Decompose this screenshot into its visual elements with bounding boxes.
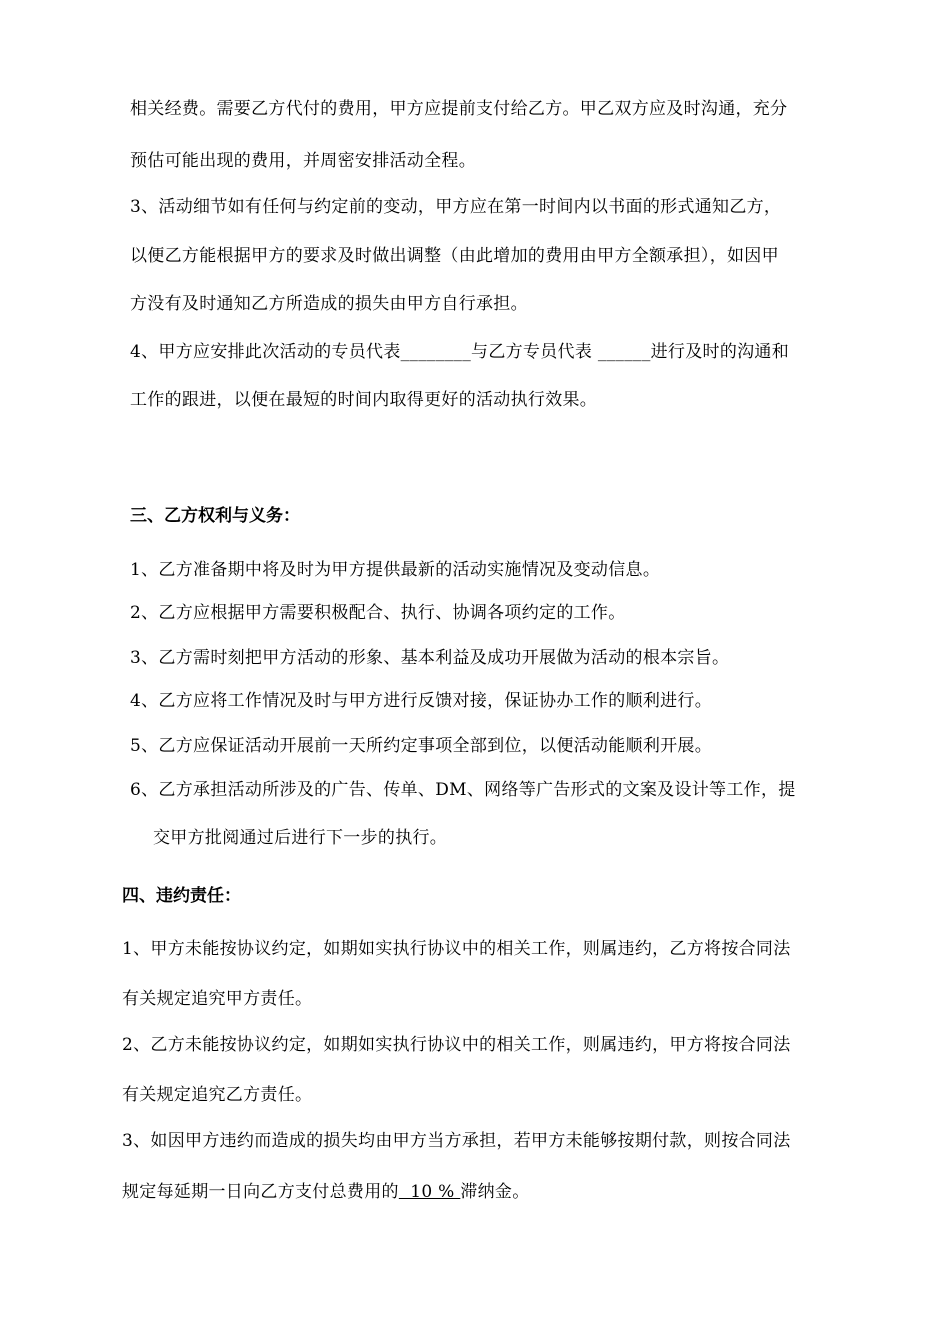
paragraph-text: 滞纳金。 [460, 1182, 530, 1202]
list-item-continuation: 交甲方批阅通过后进行下一步的执行。 [153, 828, 448, 848]
late-fee-rate: 10 % [398, 1182, 461, 1202]
paragraph-line: 3、活动细节如有任何与约定前的变动，甲方应在第一时间内以书面的形式通知乙方， [130, 197, 782, 217]
paragraph-line: 相关经费。需要乙方代付的费用，甲方应提前支付给乙方。甲乙双方应及时沟通，充分 [130, 99, 788, 119]
paragraph-line: 以便乙方能根据甲方的要求及时做出调整（由此增加的费用由甲方全额承担），如因甲 [130, 246, 779, 266]
paragraph-line: 预估可能出现的费用，并周密安排活动全程。 [130, 151, 476, 171]
section-heading: 三、乙方权利与义务： [130, 506, 300, 526]
list-item: 6、乙方承担活动所涉及的广告、传单、DM、网络等广告形式的文案及设计等工作，提 [130, 780, 796, 800]
paragraph-line: 方没有及时通知乙方所造成的损失由甲方自行承担。 [130, 294, 528, 314]
paragraph-line: 2、乙方未能按协议约定，如期如实执行协议中的相关工作，则属违约，甲方将按合同法 [122, 1035, 791, 1055]
paragraph-text: 规定每延期一日向乙方支付总费用的 [122, 1182, 399, 1202]
list-item: 3、乙方需时刻把甲方活动的形象、基本利益及成功开展做为活动的根本宗旨。 [130, 648, 730, 668]
paragraph-line: 工作的跟进，以便在最短的时间内取得更好的活动执行效果。 [130, 390, 598, 410]
paragraph-line: 有关规定追究甲方责任。 [122, 989, 313, 1009]
paragraph-line: 3、如因甲方违约而造成的损失均由甲方当方承担，若甲方未能够按期付款，则按合同法 [122, 1131, 791, 1151]
paragraph-line: 有关规定追究乙方责任。 [122, 1085, 313, 1105]
list-item: 2、乙方应根据甲方需要积极配合、执行、协调各项约定的工作。 [130, 603, 626, 623]
list-item: 4、乙方应将工作情况及时与甲方进行反馈对接，保证协办工作的顺利进行。 [130, 691, 713, 711]
paragraph-line [122, 1180, 530, 1204]
list-item: 5、乙方应保证活动开展前一天所约定事项全部到位，以便活动能顺利开展。 [130, 736, 713, 756]
list-item: 1、乙方准备期中将及时为甲方提供最新的活动实施情况及变动信息。 [130, 560, 661, 580]
paragraph-line: 1、甲方未能按协议约定，如期如实执行协议中的相关工作，则属违约，乙方将按合同法 [122, 939, 791, 959]
section-heading: 四、违约责任： [122, 886, 241, 906]
paragraph-line: 4、甲方应安排此次活动的专员代表________与乙方专员代表 ______进行及时的沟通和 [130, 342, 790, 362]
